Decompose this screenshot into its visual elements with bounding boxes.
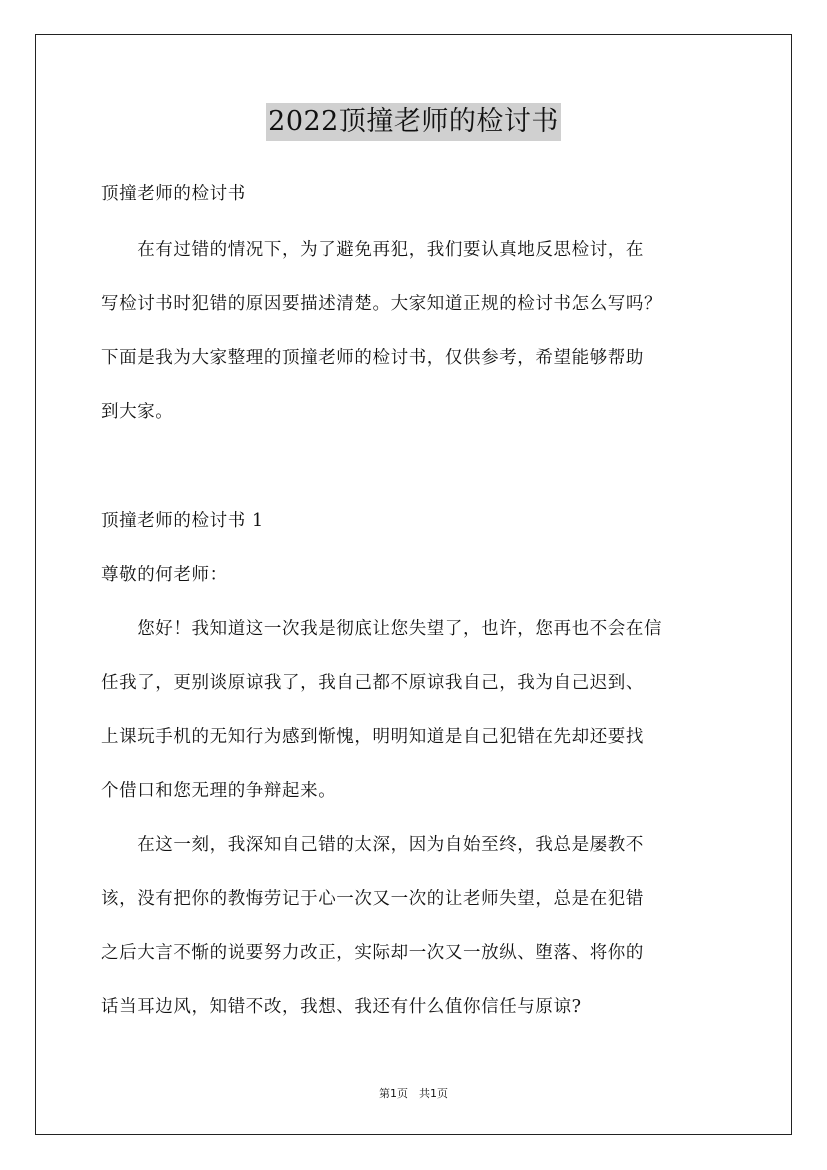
paragraph2-line-4: 话当耳边风，知错不改，我想、我还有什么值你信任与原谅? xyxy=(101,997,582,1017)
paragraph1-line-2: 任我了，更别谈原谅我了，我自己都不原谅我自己，我为自己迟到、 xyxy=(101,673,644,693)
paragraph2-line-3: 之后大言不惭的说要努力改正，实际却一次又一放纵、堕落、将你的 xyxy=(101,943,644,963)
paragraph2-line-1: 在这一刻，我深知自己错的太深，因为自始至终，我总是屡教不 xyxy=(101,835,644,855)
page-footer: 第1页 共1页 xyxy=(379,1087,448,1100)
intro-line-3: 下面是我为大家整理的顶撞老师的检讨书，仅供参考，希望能够帮助 xyxy=(101,348,644,368)
document-subtitle: 顶撞老师的检讨书 xyxy=(101,184,246,204)
paragraph1-line-4: 个借口和您无理的争辩起来。 xyxy=(101,781,337,801)
document-title-wrap xyxy=(0,103,827,141)
intro-line-4: 到大家。 xyxy=(101,402,174,422)
section-heading: 顶撞老师的检讨书 1 xyxy=(101,511,264,531)
intro-line-1: 在有过错的情况下，为了避免再犯，我们要认真地反思检讨，在 xyxy=(101,240,644,260)
paragraph2-line-2: 该，没有把你的教悔劳记于心一次又一次的让老师失望，总是在犯错 xyxy=(101,889,644,909)
document-title: 2022顶撞老师的检讨书 xyxy=(266,103,561,141)
salutation: 尊敬的何老师： xyxy=(101,565,228,585)
paragraph1-line-3: 上课玩手机的无知行为感到惭愧，明明知道是自己犯错在先却还要找 xyxy=(101,727,644,747)
intro-line-2: 写检讨书时犯错的原因要描述清楚。大家知道正规的检讨书怎么写吗？ xyxy=(101,294,663,314)
paragraph1-line-1: 您好！我知道这一次我是彻底让您失望了，也许，您再也不会在信 xyxy=(101,619,663,639)
